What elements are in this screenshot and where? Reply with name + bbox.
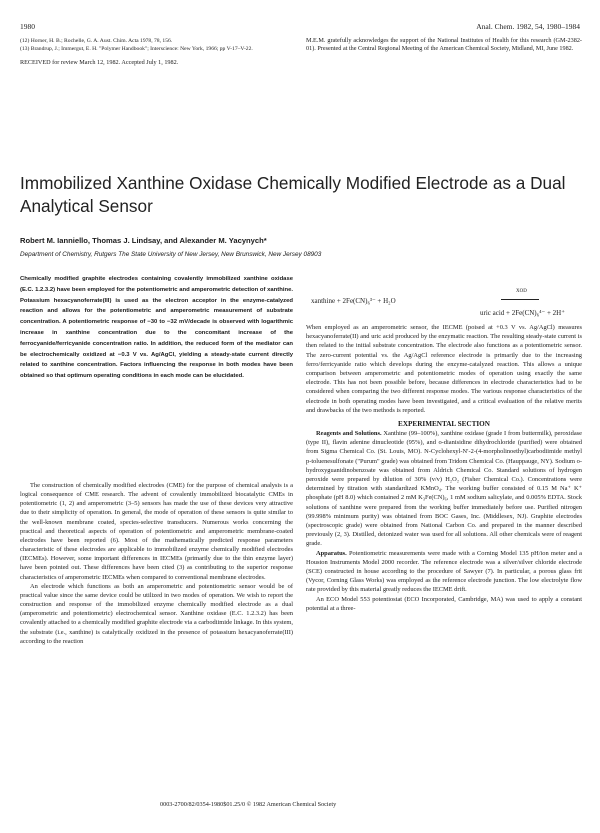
equation-catalyst: XOD [516,289,527,294]
reference-item: (13) Brandrup, J.; Immergut, E. H. "Polymer Handbook"; Interscience: New York, 1966; pp V-17–V-22. [20,46,253,52]
received-date: RECEIVED for review March 12, 1982. Accepted July 1, 1982. [20,59,179,66]
apparatus-text: Potentiometric measurements were made with a Corning Model 135 pH/ion meter and a Houston Instruments Model 2000 recorder. The reference electrode was a silver/silver chloride electrode (SCE) constructed in house according to the procedure of Sawyer (7). In particular, a porous glass frit (Vycor, Corning Glass Works) was employed as the reference electrode junction. The low electrolyte flow rate provided by this material greatly reduces the IECME drift. [306,549,583,594]
subsection-heading: Apparatus. [316,549,347,557]
copyright-footer: 0003-2700/82/0354-1980$01.25/0 © 1982 American Chemical Society [160,801,337,808]
intro-paragraph: The construction of chemically modified electrodes (CME) for the purpose of chemical analysis is a logical consequence of CME research. The advent of covalently immobilized biocatalytic CMEs in potentiometric (1, 2) and amperometric (3–5) sensors has made the use of these devices very attractive due to their simplicity of operation. In general, the mode of operation of these sensors is quite similar to the well-known membrane coated, species-selective transducers. Numerous works concerning the practical and theoretical aspects of operation of potentiometric and amperometric membrane-coated electrodes have been reported (6). Most of the mathematically predicted response parameters characteristic of these electrodes are applicable to immobilized enzyme chemically modified electrodes (IECMEs). However, some important differences in IECMEs (primarily due to the thin enzyme layer) have been pointed out. These differences have been cited (3) as contributing to the superior response characteristics of amperometric IECMEs when compared to conventional membrane electrodes. [20,482,293,581]
body-paragraph [306,429,582,549]
affiliation: Department of Chemistry, Rutgers The State University of New Jersey, New Brunswick, New Jersey 08903 [20,251,322,258]
section-heading: EXPERIMENTAL SECTION [398,420,490,429]
reagents-text: Xanthine (99–100%), xanthine oxidase (grade I from buttermilk), peroxidase (type II), flavin adenine dinucleotide (95%), and o-dianisidine dihydrochloride (purified) were obtained from Sigma Chemical Co. (St. Louis, MO). N-Cyclohexyl-N′-2-(4-morpholinoethyl)carbodiimide methyl p-toluenesulfonate ("Purum" grade) was obtained from Tridom Chemical Co. (Hauppauge, NY). Sodium o-hydroxyguanidinobenzoate was obtained from Aldrich Chemical Co. Standard solutions of hydrogen peroxide were prepared by dilution of 30% (v/v) H₂O₂ (Fisher Chemical Co.). Concentrations were determined by titration with standardized KMnO₄. The working buffer consisted of 0.15 M Na⁺ K⁺ phosphate (pH 8.0) which contained 2 mM K₃Fe(CN)₆, 1 mM sodium salicylate, and 0.005% EDTA. Stock solutions of xanthine were prepared from the working buffer immediately before use. Purified nitrogen (99.998% minimum purity) was obtained from BOC Gases, Inc. (Middlesex, NJ). Graphite electrodes (spectroscopic grade) were obtained from National Carbon Co. and prepared in the manner described previously (2, 3). Distilled, deionized water was used for all solutions. All other chemicals were of reagent grade. [306,430,582,548]
equation-reactants: xanthine + 2Fe(CN)₆³⁻ + H₂O [311,297,396,305]
article-title: Immobilized Xanthine Oxidase Chemically Modified Electrode as a Dual Analytical Sensor [20,173,566,216]
introduction [20,481,293,646]
subsection-heading: Reagents and Solutions. [316,430,382,438]
acknowledgment: M.E.M. gratefully acknowledges the support of the National Institutes of Health for this research (GM-2382-01). Presented at the Central Regional Meeting of the American Chemical Society, Midland, MI, June 1982. [306,37,582,53]
page-number: 1980 [20,22,35,31]
body-paragraph: When employed as an amperometric sensor, the IECME (poised at +0.3 V vs. Ag/AgCl) measures hexacyanoferrate(II) and uric acid produced by the enzymatic reaction. The resulting steady-state current is then related to the initial substrate concentration. The electrode also functions as a potentiometric sensor. The zero-current potential vs. the Ag/AgCl reference electrode is primarily due to the increasing ferro/ferricyanide ratio which develops during the enzyme-catalyzed reaction. This allows a unique comparison between amperometric and potentiometric modes of operation using exactly the same electrode. This has not been possible before, because differences in electrode characteristics had to be considered when comparing the two different response modes. The various response characteristics of the electrode in both operating modes have been investigated, and a critical evaluation of the relative merits and drawbacks of the two methods is reported. [306,324,582,414]
reference-item: (12) Horner, H. B.; Rochelle, G. A. Aust. Chim. Acta 1978, 78, 156. [20,38,173,44]
body-paragraph: An ECO Model 553 potentiostat (ECO Incorporated, Cambridge, MA) was used to apply a constant potential at a three- [306,595,582,612]
body-paragraph [306,549,582,595]
journal-citation: Anal. Chem. 1982, 54, 1980–1984 [476,22,580,31]
author-list: Robert M. Ianniello, Thomas J. Lindsay, and Alexander M. Yacynych* [20,236,267,245]
abstract: Chemically modified graphite electrodes containing covalently immobilized xanthine oxidase (E.C. 1.2.3.2) have been employed for the potentiometric and amperometric detection of xanthine. Potassium hexacyanoferrate(III) is used as the electron acceptor in the enzyme-catalyzed reaction and allows for the potentiometric and amperometric measurement of substrate concentration. A potentiometric response of −30 to −32 mV/decade is observed with logarithmic increase in xanthine concentration due to the concomitant increase of the ferrocyanide/ferricyanide concentration ratio. In addition, the reduced form of the mediator can be electrochemically oxidized at −0.3 V vs. Ag/AgCl, yielding a steady-state current directly related to xanthine concentration. Factors influencing the response in both modes have been obtained so that optimum operating conditions in each mode can be elucidated. [20,276,293,380]
equation-products: uric acid + 2Fe(CN)₆⁴⁻ + 2H⁺ [480,309,565,317]
reference-list [20,37,290,67]
intro-paragraph: An electrode which functions as both an amperometric and potentiometric sensor would be of practical value since the same device could be utilized in two modes of operation. We wish to report the construction and response of the immobilized enzyme chemically modified electrode as a dual (amperometric and potentiometric) electrochemical sensor. Xanthine oxidase (E.C. 1.2.3.2) has been covalently attached to a chemically modified graphite electrode via a carbodiimide linkage. In this system, the substrate (i.e., xanthine) is catalytically oxidized in the presence of potassium hexacyanoferrate(III) according to the reaction [20,582,293,645]
reaction-equation [311,283,581,325]
reaction-arrow-icon [501,299,539,300]
right-column [306,323,582,613]
